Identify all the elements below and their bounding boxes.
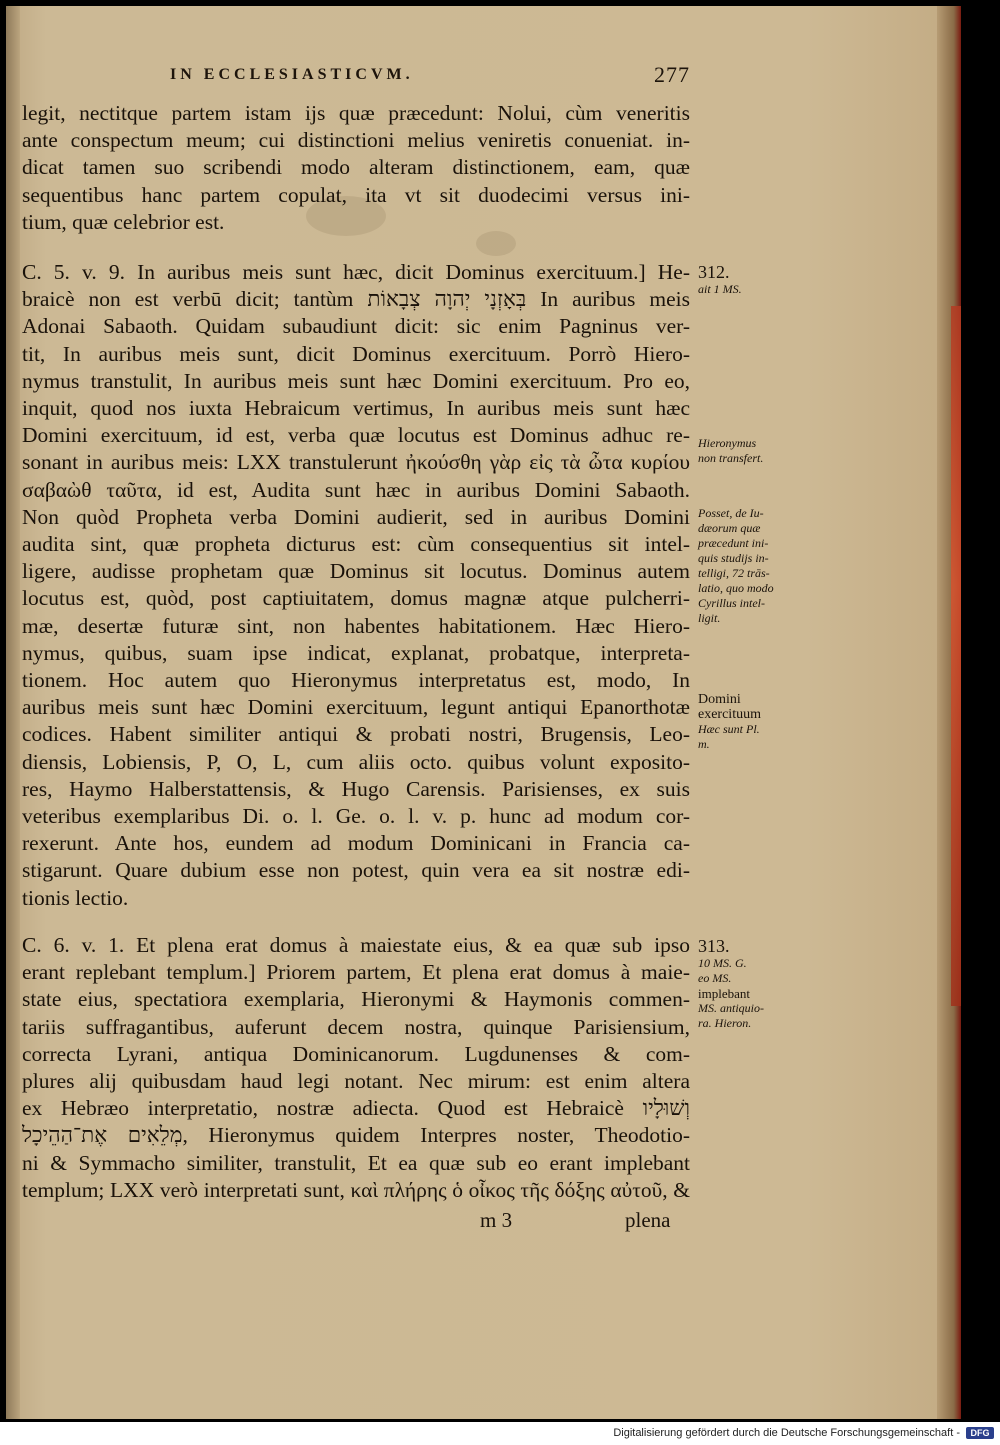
text-line: ni & Symmacho similiter, transtulit, Et ea quæ sub eo erant implebant bbox=[22, 1150, 690, 1175]
text-line: tium, quæ celebrior est. bbox=[22, 209, 225, 234]
margin-note-line: ra. Hieron. bbox=[698, 1016, 752, 1030]
credit-bar bbox=[0, 1422, 1000, 1445]
text-line: res, Haymo Halberstattensis, & Hugo Carensis. Parisienses, ex suis bbox=[22, 776, 690, 801]
text-line: Adonai Sabaoth. Quidam subaudiunt dicit: sic enim Pagninus ver- bbox=[22, 314, 690, 339]
margin-note-line: Hieronymus bbox=[698, 436, 757, 450]
margin-note-line: Posset, de Iu- bbox=[698, 506, 764, 520]
text-line: inquit, quod nos iuxta Hebraicum vertimus, In auribus meis sunt hæc bbox=[22, 396, 690, 421]
text-line: codices. Habent similiter antiqui & probati nostri, Brugensis, Leo- bbox=[22, 722, 690, 747]
text-line: sequentibus hanc partem copulat, ita vt sit duodecimi versus ini- bbox=[22, 182, 690, 207]
margin-note-number: 312. bbox=[698, 262, 730, 282]
margin-note-line: ait 1 MS. bbox=[698, 282, 742, 296]
text-line: braicè non est verbū dicit; tantùm בְּאָזְנָי יְהוָה צְבָאוֹת In auribus meis bbox=[22, 287, 690, 312]
margin-note-line: MS. antiquio- bbox=[698, 1001, 764, 1015]
text-line: auribus meis sunt hæc Domini exercituum, legunt antiqui Epanorthotæ bbox=[22, 695, 690, 720]
margin-note-line: quis studijs in- bbox=[698, 551, 769, 565]
text-line: tionem. Hoc autem quo Hieronymus interpretatus est, modo, In bbox=[22, 668, 690, 693]
text-line: nymus, quibus, suam ipse indicat, explanat, probatque, interpreta- bbox=[22, 640, 690, 665]
text-line: legit, nectitque partem istam ijs quæ præcedunt: Nolui, cùm veneritis bbox=[22, 101, 690, 125]
margin-note-line: Cyrillus intel- bbox=[698, 596, 765, 610]
margin-note-hieronymus bbox=[698, 436, 798, 466]
catchword: plena bbox=[625, 1208, 671, 1232]
text-block-3 bbox=[22, 932, 690, 1204]
margin-note-line: dæorum quæ bbox=[698, 521, 761, 535]
text-line: C. 6. v. 1. Et plena erat domus à maiestate eius, & ea quæ sub ipso bbox=[22, 933, 690, 957]
margin-note-line: latio, quo modo bbox=[698, 581, 774, 595]
text-line: ex Hebræo interpretatio, nostræ adiecta. Quod est Hebraicè וְשׁוּלָיו bbox=[22, 1096, 690, 1121]
margin-note-domini bbox=[698, 692, 798, 752]
margin-note-line: præcedunt ini- bbox=[698, 536, 769, 550]
credit-text: Digitalisierung gefördert durch die Deutsche Forschungsgemeinschaft - bbox=[613, 1427, 960, 1439]
margin-note-line: 10 MS. G. bbox=[698, 956, 747, 970]
text-line: ligere, audisse prophetam quæ Dominus sit locutus. Dominus autem bbox=[22, 559, 690, 584]
text-line: locutus est, quòd, post captiuitatem, domus magnæ atque pulcherri- bbox=[22, 586, 690, 611]
text-line: σαβαὼθ ταῦτα, id est, Audita sunt hæc in auribus Domini Sabaoth. bbox=[22, 477, 690, 502]
text-line: diensis, Lobiensis, P, O, L, cum aliis octo. quibus volunt exposito- bbox=[22, 749, 690, 774]
text-line: מְלֵאִים אֶת־הַהֵיכָל, Hieronymus quidem Interpres noster, Theodotio- bbox=[22, 1123, 690, 1148]
margin-note-313 bbox=[698, 936, 798, 1031]
margin-note-312 bbox=[698, 262, 798, 297]
text-line: mæ, desertæ futuræ sint, non habentes habitationem. Hæc Hiero- bbox=[22, 613, 690, 638]
running-head-title: IN ECCLESIASTICVM. bbox=[170, 66, 414, 83]
text-line: plures alij quibusdam haud legi notant. Nec mirum: est enim altera bbox=[22, 1069, 690, 1094]
page-edge bbox=[937, 6, 961, 1419]
text-line: correcta Lyrani, antiqua Dominicanorum. Lugdunenses & com- bbox=[22, 1041, 690, 1066]
text-line: nymus transtulit, In auribus meis sunt hæc Domini exercituum. Pro eo, bbox=[22, 368, 690, 393]
text-line: dicat tamen suo scribendi modo alteram distinctionem, eam, quæ bbox=[22, 155, 690, 180]
text-line: ante conspectum meum; cui distinctioni melius veniretis conueniat. in- bbox=[22, 128, 690, 153]
text-line: audita sint, quæ propheta dicturus est: cùm consequentius sit intel- bbox=[22, 532, 690, 557]
text-line: templum; LXX verò interpretati sunt, καὶ πλήρης ὁ οἶκος τῆς δόξης αὐτοῦ, & bbox=[22, 1177, 690, 1202]
dfg-logo: DFG bbox=[966, 1427, 994, 1439]
margin-note-line: Domini bbox=[698, 692, 741, 707]
margin-note-line: Hæc sunt Pl. bbox=[698, 722, 760, 736]
text-line: C. 5. v. 9. In auribus meis sunt hæc, dicit Dominus exercituum.] He- bbox=[22, 260, 690, 284]
text-block-1 bbox=[22, 100, 690, 236]
page-gutter bbox=[6, 6, 20, 1419]
margin-note-line: implebant bbox=[698, 986, 750, 1001]
text-line: tit, In auribus meis sunt, dicit Dominus exercituum. Porrò Hiero- bbox=[22, 341, 690, 366]
margin-note-line: exercituum bbox=[698, 707, 761, 722]
page-number: 277 bbox=[654, 62, 690, 87]
text-line: Non quòd Propheta verba Domini audierit, sed in auribus Domini bbox=[22, 504, 690, 529]
margin-note-posset bbox=[698, 506, 798, 626]
text-line: tariis suffragantibus, auferunt decem nostra, quinque Parisiensium, bbox=[22, 1014, 690, 1039]
signature-mark: m 3 bbox=[480, 1208, 513, 1232]
text-block-2 bbox=[22, 259, 690, 912]
text-line: veteribus exemplaribus Di. o. l. Ge. o. l. v. p. hunc ad modum cor- bbox=[22, 804, 690, 829]
text-line: tionis lectio. bbox=[22, 885, 129, 910]
margin-note-line: non transfert. bbox=[698, 451, 764, 465]
text-line: Domini exercituum, id est, verba quæ locutus est Dominus adhuc re- bbox=[22, 423, 690, 448]
margin-note-line: telligi, 72 trās- bbox=[698, 566, 770, 580]
margin-note-line: eo MS. bbox=[698, 971, 732, 985]
text-line: sonant in auribus meis: LXX transtulerunt ἠκούσθη γὰρ εἰς τὰ ὦτα κυρίου bbox=[22, 450, 690, 475]
text-line: stigarunt. Quare dubium esse non potest, quin vera ea sit nostræ edi- bbox=[22, 858, 690, 883]
text-line: state eius, spectatiora exemplaria, Hieronymi & Haymonis commen- bbox=[22, 987, 690, 1012]
running-head bbox=[170, 60, 690, 90]
text-line: erant replebant templum.] Priorem partem, Et plena erat domus à maie- bbox=[22, 960, 690, 985]
text-line: rexerunt. Ante hos, eundem ad modum Dominicani in Francia ca- bbox=[22, 831, 690, 856]
margin-note-number: 313. bbox=[698, 936, 730, 956]
margin-note-line: m. bbox=[698, 737, 710, 751]
margin-note-line: ligit. bbox=[698, 611, 721, 625]
